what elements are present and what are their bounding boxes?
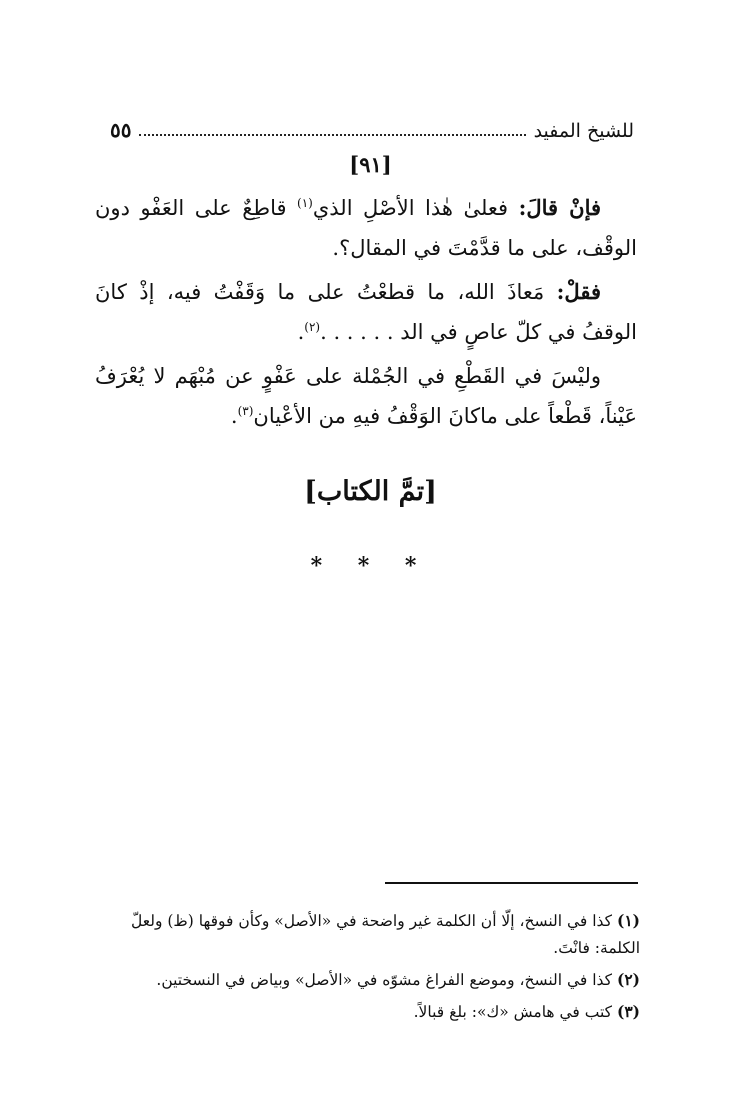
footnote-3 [95,998,640,1026]
footnote-text: كتب في هامش «ك»: بلغ قبالاً. [413,1003,613,1021]
question-text: فعلىٰ هٰذا الأصْلِ الذي [312,196,519,220]
footnote-marker: (١) [616,911,640,930]
footnote-marker: (٣) [616,1002,640,1021]
closing-title: [تمَّ الكتاب] [304,476,437,507]
footnotes [95,907,640,1030]
running-head [110,112,634,142]
leader-dots [139,134,525,136]
footnote-ref-2[interactable]: (٢) [304,320,321,334]
paragraph-question [95,188,637,268]
conclusion-text-end: . [230,404,238,428]
answer-keyword: فقلْ: [556,279,601,304]
section-number: [٩١] [349,152,392,177]
conclusion-text: وليْسَ في القَطْعِ في الجُمْلة على عَفْوٍ عن مُبْهَم لا يُعْرَفُ عَيْناً، قَطْعاً على ماكانَ الوَقْفُ فيهِ من الأعْيان [95,364,637,428]
footnote-ref-3[interactable]: (٣) [237,404,254,418]
answer-text: مَعاذَ الله، ما قطعْتُ على ما وَقَفْتُ فيه، إذْ كانَ الوقفُ في كلّ عاصٍ في الد . . . . . . [95,280,637,344]
footnote-text: كذا في النسخ، وموضع الفراغ مشوّه في «الأصل» وبياض في النسختين. [156,971,613,989]
paragraph-conclusion [95,356,637,436]
book-title: للشيخ المفيد [533,120,634,142]
footnote-marker: (٢) [616,970,640,989]
question-text-end: قاطِعٌ على العَفْو دون الوقْف، على ما قدَّمْتَ في المقال؟. [95,196,637,260]
page-number: ٥٥ [110,118,132,142]
answer-text-end: . [297,320,305,344]
paragraph-answer [95,272,637,352]
question-keyword: فإنْ قالَ: [518,195,602,220]
footnote-ref-1[interactable]: (١) [297,196,313,210]
asterisk-ornament: * * * [310,553,431,579]
footnote-divider [385,882,638,884]
footnote-1 [95,907,640,962]
footnote-text: كذا في النسخ، إلّا أن الكلمة غير واضحة في «الأصل» وكأن فوقها (ظ) ولعلّ الكلمة: فانْتَ. [131,912,640,957]
main-text [95,188,637,440]
footnote-2 [95,966,640,994]
